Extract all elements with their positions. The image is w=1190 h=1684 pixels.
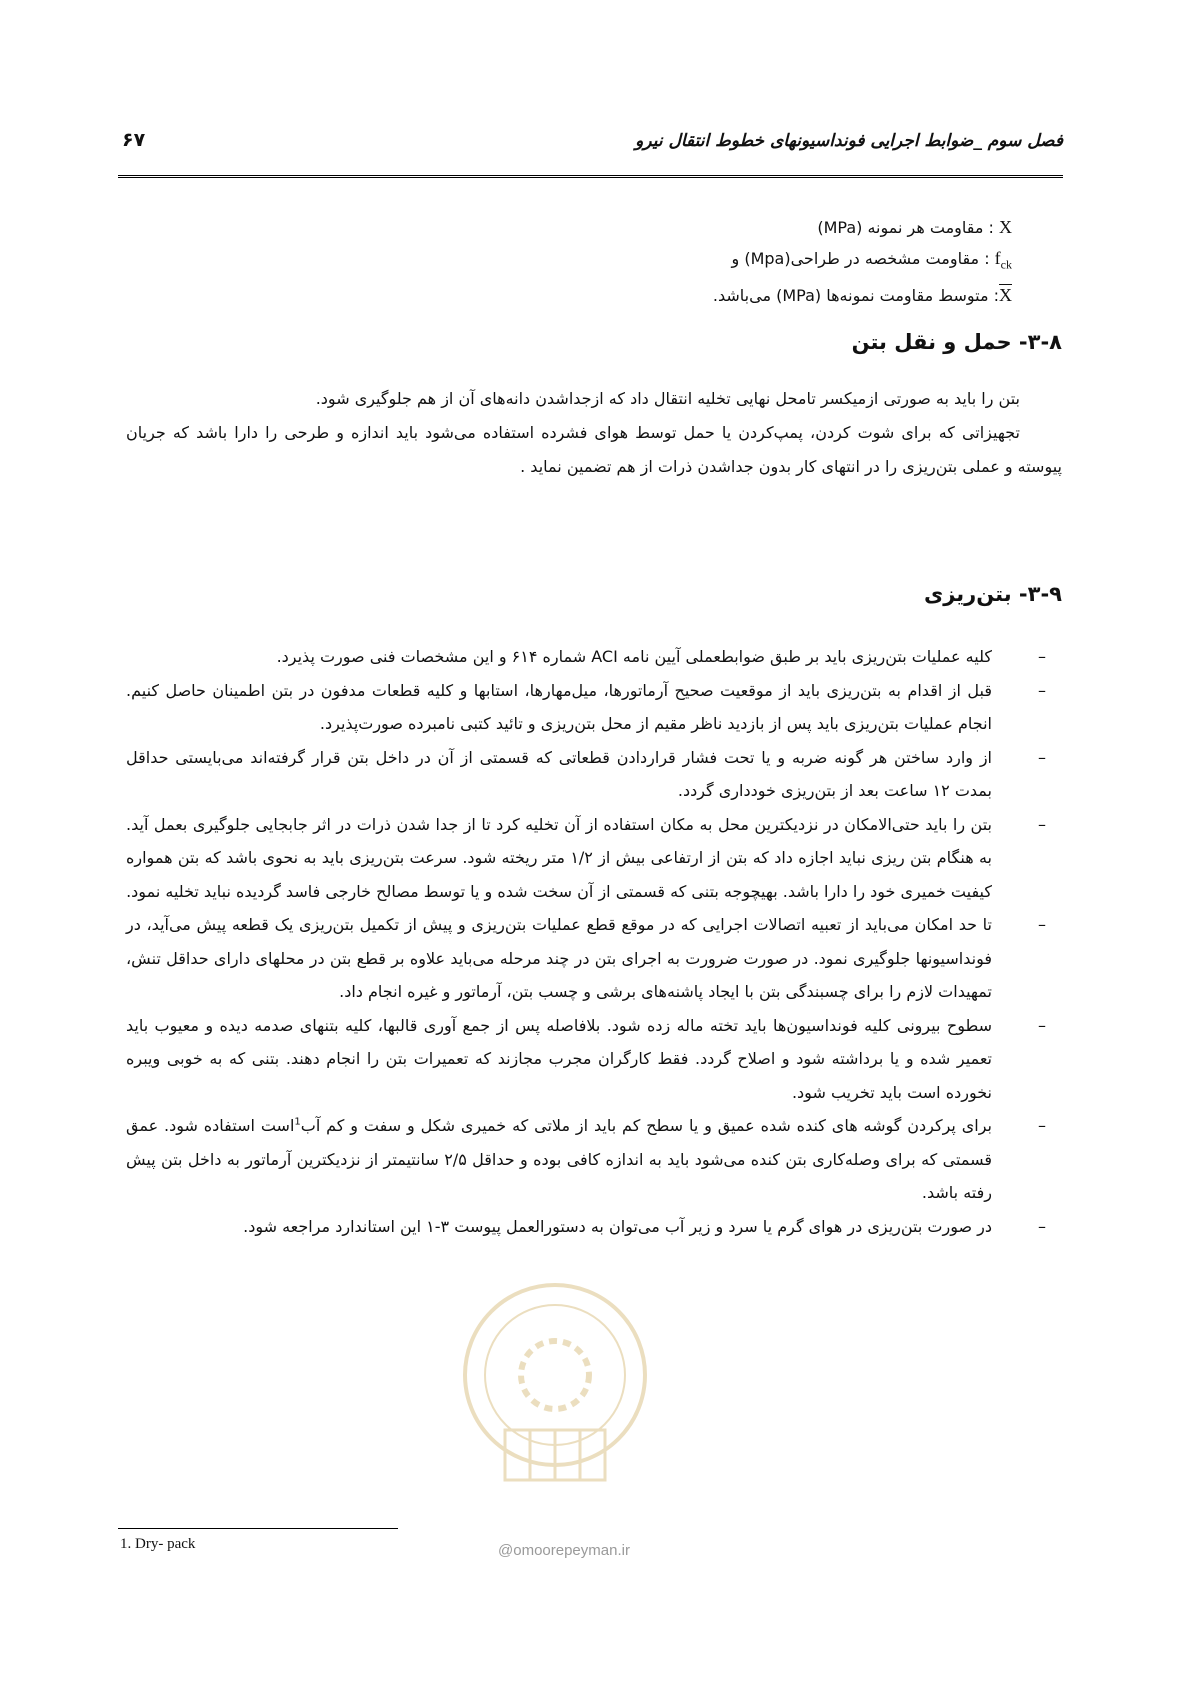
list-item: – کلیه عملیات بتن‌ریزی باید بر طبق ضوابطعملی آیین نامه ACI شماره ۶۱۴ و این مشخصات فنی صورت پذیرد. bbox=[276, 647, 1046, 666]
footnote-ref: 1 bbox=[294, 1116, 301, 1128]
paragraph: بتن را باید به صورتی ازمیکسر تامحل نهایی تخلیه انتقال داد که ازجداشدن دانه‌های آن از هم جلوگیری شود. bbox=[315, 389, 1020, 408]
placing-rules-list bbox=[126, 640, 1062, 1243]
section-body-transport bbox=[126, 382, 1062, 484]
definition-text: : مقاومت مشخصه در طراحی(Mpa) و bbox=[731, 249, 995, 268]
list-item: – در صورت بتن‌ریزی در هوای گرم یا سرد و زیر آب می‌توان به دستورالعمل پیوست ۳-۱ این استاندارد مراجعه شود. bbox=[243, 1216, 1046, 1236]
definitions-list bbox=[312, 212, 1012, 311]
paragraph: تجهیزاتی که برای شوت کردن، پمپ‌کردن یا حمل توسط هوای فشرده استفاده می‌شود باید اندازه و طرحی را دارا باشد که جریان پیوسته و عملی بتن‌ریزی را در انتهای کار بدون جداشدن ذرات از هم تضمین نماید . bbox=[126, 423, 1062, 476]
symbol-xbar: X bbox=[999, 284, 1012, 305]
list-item: – تا حد امکان می‌باید از تعبیه اتصالات اجرایی که در موقع قطع عملیات بتن‌ریزی و پیش از تکمیل بتن‌ریزی یک قطعه پیش می‌آید، در فونداسیونها جلوگیری نمود. در صورت ضرورت به اجرای بتن در چند مرحله می‌باید علاوه بر قطع بتن در محلهای دارای حداقل تنش، تمهیدات لازم را برای چسبندگی بتن با ایجاد پاشنه‌های برشی و چسب بتن، آرماتور و غیره انجام داد. bbox=[126, 915, 1046, 1001]
list-item: – بتن را باید حتی‌الامکان در نزدیکترین محل به مکان استفاده از آن تخلیه کرد تا از جدا شدن ذرات در اثر جابجایی جلوگیری بعمل آید. به هنگام بتن ریزی نباید اجازه داد که بتن از ارتفاعی بیش از ۱/۲ متر ریخته شود. سرعت بتن‌ریزی باید به نحوی باشد که بتن همواره کیفیت خمیری خود را دارا باشد. بهیچوجه بتنی که قسمتی از آن سخت شده و یا توسط مصالح خارجی فاسد گردیده نباید تخلیه نمود. bbox=[126, 814, 1046, 901]
definition-x bbox=[312, 212, 1012, 243]
section-heading-placing: ۳-۹- بتن‌ریزی bbox=[923, 582, 1062, 606]
chapter-title: فصل سوم _ضوابط اجرایی فونداسیونهای خطوط انتقال نیرو bbox=[635, 131, 1063, 151]
list-item: – از وارد ساختن هر گونه ضربه و یا تحت فشار قراردادن قطعاتی که قسمتی از آن در داخل بتن قرار گرفته‌اند می‌بایستی حداقل بمدت ۱۲ ساعت بعد از بتن‌ریزی خودداری گردد. bbox=[126, 747, 1046, 800]
definition-xbar bbox=[312, 280, 1012, 311]
definition-text: : متوسط مقاومت نمونه‌ها (MPa) می‌باشد. bbox=[712, 285, 999, 305]
footnote: 1. Dry- pack bbox=[120, 1536, 196, 1552]
symbol-x: X bbox=[999, 217, 1012, 237]
symbol-fck: $f_{ck}$ bbox=[994, 248, 1012, 272]
watermark-text: @omoorepeyman.ir bbox=[498, 1542, 630, 1559]
definition-fck bbox=[312, 243, 1012, 280]
page-header bbox=[118, 125, 1063, 178]
section-heading-transport: ۳-۸- حمل و نقل بتن bbox=[851, 330, 1062, 354]
page-number: ۶۷ bbox=[122, 129, 146, 151]
watermark-seal-icon bbox=[460, 1270, 650, 1500]
list-item: – قبل از اقدام به بتن‌ریزی باید از موقعیت صحیح آرماتورها، میل‌مهارها، استابها و کلیه قطعات مدفون در بتن اطمینان حاصل کنیم. انجام عملیات بتن‌ریزی باید پس از بازدید ناظر مقیم از محل بتن‌ریزی و تائید کتبی نامبرده صورت‌پذیرد. bbox=[126, 680, 1046, 733]
definition-text: : مقاومت هر نمونه (MPa) bbox=[817, 218, 999, 237]
list-item: – سطوح بیرونی کلیه فونداسیون‌ها باید تخته ماله زده شود. بلافاصله پس از جمع آوری قالبها، کلیه بتنهای صدمه دیده و معیوب باید تعمیر شده و یا برداشته شود و اصلاح گردد. فقط کارگران مجرب مجازند که تعمیرات بتن را انجام دهند. بتنی که به خوبی ویبره نخورده است باید تخریب شود. bbox=[126, 1015, 1046, 1102]
footnote-divider bbox=[118, 1528, 398, 1529]
list-item: – برای پرکردن گوشه های کنده شده عمیق و یا سطح کم باید از ملاتی که خمیری شکل و سفت و کم آب$^1$است استفاده شود. عمق قسمتی که برای وصله‌کاری بتن کنده می‌شود باید به اندازه کافی بوده و حداقل ۲/۵ سانتیمتر از نزدیکترین آرماتور به داخل بتن پیش رفته باشد. bbox=[126, 1116, 1046, 1202]
